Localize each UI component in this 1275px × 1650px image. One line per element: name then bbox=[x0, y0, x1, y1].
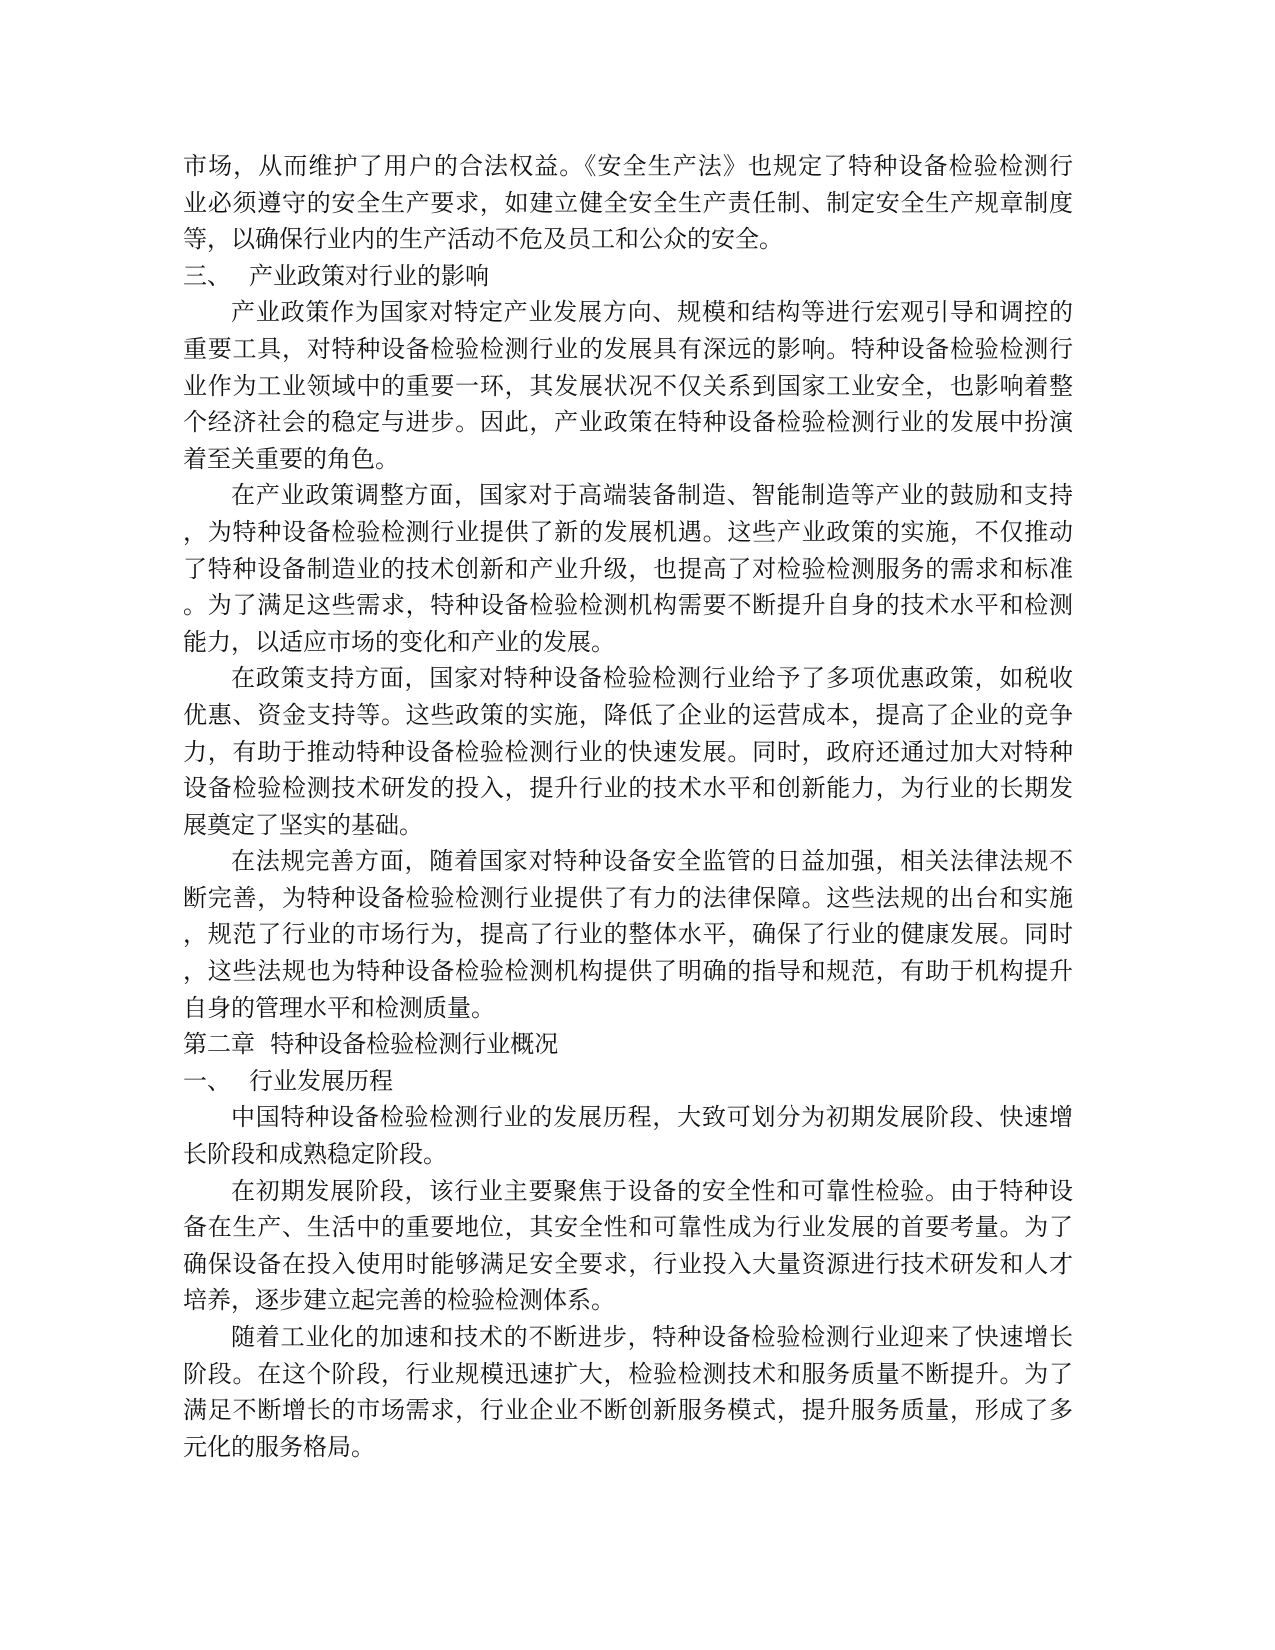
text-line: 展奠定了坚实的基础。 bbox=[183, 810, 423, 839]
text-line: 满足不断增长的市场需求，行业企业不断创新服务模式，提升服务质量，形成了多 bbox=[183, 1396, 1073, 1425]
paragraph bbox=[183, 477, 1073, 660]
text-line: 重要工具，对特种设备检验检测行业的发展具有深远的影响。特种设备检验检测行 bbox=[183, 334, 1073, 363]
text-line: 在政策支持方面，国家对特种设备检验检测行业给予了多项优惠政策，如税收 bbox=[231, 664, 1073, 693]
chapter-heading: 第二章 特种设备检验检测行业概况 bbox=[183, 1030, 559, 1059]
section-number: 一、 bbox=[183, 1066, 231, 1095]
paragraph bbox=[183, 148, 1073, 258]
text-line: 元化的服务格局。 bbox=[183, 1432, 375, 1461]
text-line: 阶段。在这个阶段，行业规模迅速扩大，检验检测技术和服务质量不断提升。为了 bbox=[183, 1359, 1073, 1388]
text-line: ，为特种设备检验检测行业提供了新的发展机遇。这些产业政策的实施，不仅推动 bbox=[183, 517, 1073, 546]
section-title: 行业发展历程 bbox=[249, 1066, 393, 1095]
section-heading bbox=[183, 1063, 1073, 1100]
paragraph bbox=[183, 660, 1073, 843]
text-line: 优惠、资金支持等。这些政策的实施，降低了企业的运营成本，提高了企业的竞争 bbox=[183, 700, 1073, 729]
text-line: 了特种设备制造业的技术创新和产业升级，也提高了对检验检测服务的需求和标准 bbox=[183, 554, 1073, 583]
text-line: 在产业政策调整方面，国家对于高端装备制造、智能制造等产业的鼓励和支持 bbox=[231, 481, 1073, 510]
text-line: 市场，从而维护了用户的合法权益。《安全生产法》也规定了特种设备检验检测行 bbox=[183, 152, 1073, 180]
paragraph bbox=[183, 1099, 1073, 1172]
text-line: 力，有助于推动特种设备检验检测行业的快速发展。同时，政府还通过加大对特种 bbox=[183, 737, 1073, 766]
text-line: 业必须遵守的安全生产要求，如建立健全安全生产责任制、制定安全生产规章制度 bbox=[183, 188, 1073, 217]
text-line: 等，以确保行业内的生产活动不危及员工和公众的安全。 bbox=[183, 225, 783, 254]
text-line: 随着工业化的加速和技术的不断进步，特种设备检验检测行业迎来了快速增长 bbox=[231, 1323, 1073, 1351]
paragraph bbox=[183, 1173, 1073, 1319]
text-line: 中国特种设备检验检测行业的发展历程，大致可划分为初期发展阶段、快速增 bbox=[231, 1103, 1073, 1132]
section-heading bbox=[183, 258, 1073, 295]
paragraph bbox=[183, 1319, 1073, 1465]
text-line: 断完善，为特种设备检验检测行业提供了有力的法律保障。这些法规的出台和实施 bbox=[183, 883, 1073, 912]
text-line: 个经济社会的稳定与进步。因此，产业政策在特种设备检验检测行业的发展中扮演 bbox=[183, 408, 1073, 437]
text-line: 业作为工业领域中的重要一环，其发展状况不仅关系到国家工业安全，也影响着整 bbox=[183, 371, 1073, 400]
text-line: 着至关重要的角色。 bbox=[183, 444, 399, 473]
text-line: 产业政策作为国家对特定产业发展方向、规模和结构等进行宏观引导和调控的 bbox=[231, 298, 1073, 327]
text-line: ，这些法规也为特种设备检验检测机构提供了明确的指导和规范，有助于机构提升 bbox=[183, 957, 1073, 986]
text-line: 长阶段和成熟稳定阶段。 bbox=[183, 1140, 447, 1169]
text-line: 能力，以适应市场的变化和产业的发展。 bbox=[183, 627, 615, 656]
text-line: 设备检验检测技术研发的投入，提升行业的技术水平和创新能力，为行业的长期发 bbox=[183, 774, 1073, 803]
text-line: ，规范了行业的市场行为，提高了行业的整体水平，确保了行业的健康发展。同时 bbox=[183, 920, 1073, 949]
text-line: 培养，逐步建立起完善的检验检测体系。 bbox=[183, 1286, 615, 1315]
section-number: 三、 bbox=[183, 261, 231, 290]
text-line: 在法规完善方面，随着国家对特种设备安全监管的日益加强，相关法律法规不 bbox=[231, 847, 1073, 876]
paragraph bbox=[183, 294, 1073, 477]
text-line: 自身的管理水平和检测质量。 bbox=[183, 993, 495, 1022]
text-line: 确保设备在投入使用时能够满足安全要求，行业投入大量资源进行技术研发和人才 bbox=[183, 1249, 1073, 1278]
section-title: 产业政策对行业的影响 bbox=[249, 261, 489, 290]
text-line: 在初期发展阶段，该行业主要聚焦于设备的安全性和可靠性检验。由于特种设 bbox=[231, 1176, 1073, 1205]
text-line: 备在生产、生活中的重要地位，其安全性和可靠性成为行业发展的首要考量。为了 bbox=[183, 1213, 1073, 1242]
paragraph bbox=[183, 843, 1073, 1026]
text-line: 。为了满足这些需求，特种设备检验检测机构需要不断提升自身的技术水平和检测 bbox=[183, 591, 1073, 620]
document-page bbox=[183, 148, 1073, 1465]
